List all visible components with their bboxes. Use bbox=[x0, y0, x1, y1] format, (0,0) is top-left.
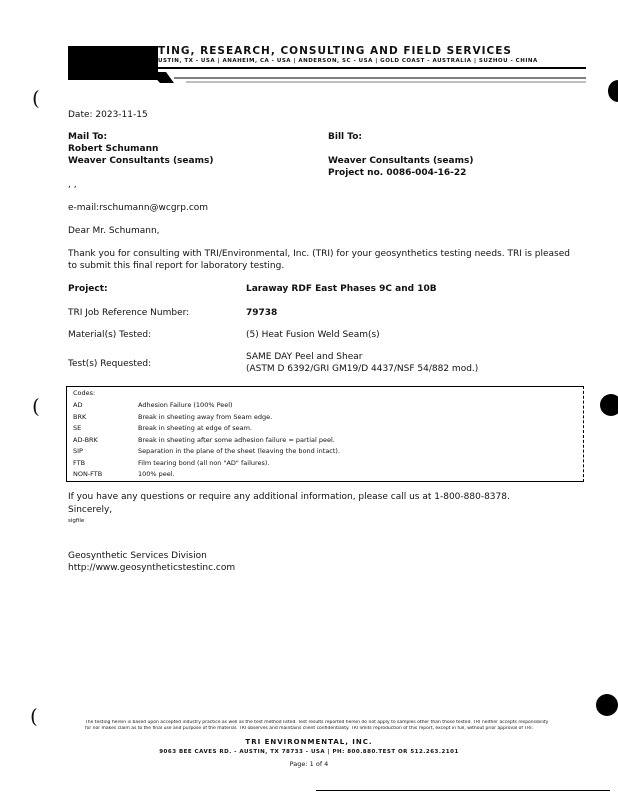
code-desc: Break in sheeting after some adhesion failure = partial peel. bbox=[138, 435, 335, 444]
project-value: Laraway RDF East Phases 9C and 10B bbox=[246, 284, 437, 294]
header-locations: USTIN, TX - USA | ANAHEIM, CA - USA | ANDERSON, SC - USA | GOLD COAST - AUSTRALIA | SUZHOU - CHINA bbox=[158, 58, 538, 64]
binding-mark: ( bbox=[32, 86, 40, 110]
tests-value-line2: (ASTM D 6392/GRI GM19/D 4437/NSF 54/882 mod.) bbox=[246, 364, 479, 374]
punch-hole bbox=[600, 394, 618, 416]
code-row bbox=[73, 470, 175, 478]
code-key: NON-FTB bbox=[73, 470, 103, 478]
website-link[interactable]: http://www.geosyntheticstestinc.com bbox=[68, 563, 236, 573]
header-title: TING, RESEARCH, CONSULTING AND FIELD SERVICES bbox=[158, 45, 512, 57]
code-desc: Separation in the plane of the sheet (leaving the bond intact). bbox=[138, 447, 341, 455]
binding-mark: ( bbox=[32, 394, 40, 418]
job-ref-value: 79738 bbox=[246, 308, 278, 318]
code-row bbox=[73, 424, 252, 432]
intro-paragraph: Thank you for consulting with TRI/Environmental, Inc. (TRI) for your geosynthetics testing needs. TRI is pleased to submit this final report for laboratory testing. bbox=[68, 249, 570, 271]
signature-placeholder: sigfile bbox=[68, 518, 85, 524]
code-desc: Film tearing bond (all non "AD" failures). bbox=[138, 458, 270, 467]
header-swoosh bbox=[146, 70, 586, 86]
code-row bbox=[73, 447, 340, 455]
bill-to-label: Bill To: bbox=[328, 132, 362, 142]
punch-hole bbox=[596, 694, 618, 716]
code-row bbox=[73, 459, 270, 467]
report-date: Date: 2023-11-15 bbox=[68, 110, 148, 120]
tests-value-line1: SAME DAY Peel and Shear bbox=[246, 352, 363, 362]
code-row bbox=[73, 413, 272, 421]
mail-to-label: Mail To: bbox=[68, 132, 108, 142]
mail-to-address: , , bbox=[68, 180, 77, 190]
division-name: Geosynthetic Services Division bbox=[68, 551, 207, 561]
code-key: FTB bbox=[73, 458, 86, 467]
mail-to-company: Weaver Consultants (seams) bbox=[68, 156, 214, 166]
code-key: BRK bbox=[73, 412, 87, 421]
code-row bbox=[73, 401, 233, 409]
code-desc: Break in sheeting away from Seam edge. bbox=[138, 412, 273, 421]
footer-address: 9063 BEE CAVES RD. - AUSTIN, TX 78733 - USA | PH: 800.880.TEST OR 512.263.2101 bbox=[159, 749, 459, 755]
footer-page-number: Page: 1 of 4 bbox=[289, 760, 329, 768]
questions-text: If you have any questions or require any additional information, please call us at 1-800-880-8378. bbox=[68, 492, 510, 502]
code-desc: Break in sheeting at edge of seam. bbox=[138, 424, 252, 432]
material-value: (5) Heat Fusion Weld Seam(s) bbox=[246, 330, 380, 340]
sincerely: Sincerely, bbox=[68, 505, 113, 515]
code-key: SIP bbox=[73, 447, 83, 455]
footer-company: TRI ENVIRONMENTAL, INC. bbox=[245, 738, 373, 746]
salutation: Dear Mr. Schumann, bbox=[68, 226, 160, 236]
bill-to-company: Weaver Consultants (seams) bbox=[328, 156, 474, 166]
code-desc: Adhesion Failure (100% Peel) bbox=[138, 401, 233, 409]
bill-to-project-no: Project no. 0086-004-16-22 bbox=[328, 168, 467, 178]
project-label: Project: bbox=[68, 284, 108, 294]
code-key: AD bbox=[73, 401, 83, 409]
code-desc: 100% peel. bbox=[138, 470, 175, 478]
binding-mark: ( bbox=[30, 704, 38, 728]
footer-rule bbox=[316, 790, 610, 791]
code-row bbox=[73, 436, 335, 444]
code-key: AD-BRK bbox=[73, 435, 98, 444]
mail-to-email: e-mail:rschumann@wcgrp.com bbox=[68, 203, 209, 213]
material-label: Material(s) Tested: bbox=[68, 330, 152, 340]
mail-to-name: Robert Schumann bbox=[68, 144, 159, 154]
punch-hole bbox=[608, 80, 618, 102]
footer-disclaimer-line1: The testing herein is based upon accepted industry practice as well as the test method listed. Test results reported herein do not apply to samples other than those tested. TRI neither accepts responsibility bbox=[85, 720, 549, 725]
header-rule bbox=[158, 67, 586, 69]
codes-heading: Codes: bbox=[73, 389, 96, 397]
redacted-logo-block bbox=[68, 46, 158, 80]
footer-disclaimer-line2: for nor makes claim as to the final use and purpose of the material. TRI observes and maintains client confidentiality. TRI limits reproduction of this report, except in full, without prior approval of TRI. bbox=[85, 726, 534, 731]
tests-label: Test(s) Requested: bbox=[68, 359, 152, 369]
code-key: SE bbox=[73, 424, 82, 432]
job-ref-label: TRI Job Reference Number: bbox=[68, 308, 190, 318]
codes-legend-box bbox=[66, 386, 584, 482]
